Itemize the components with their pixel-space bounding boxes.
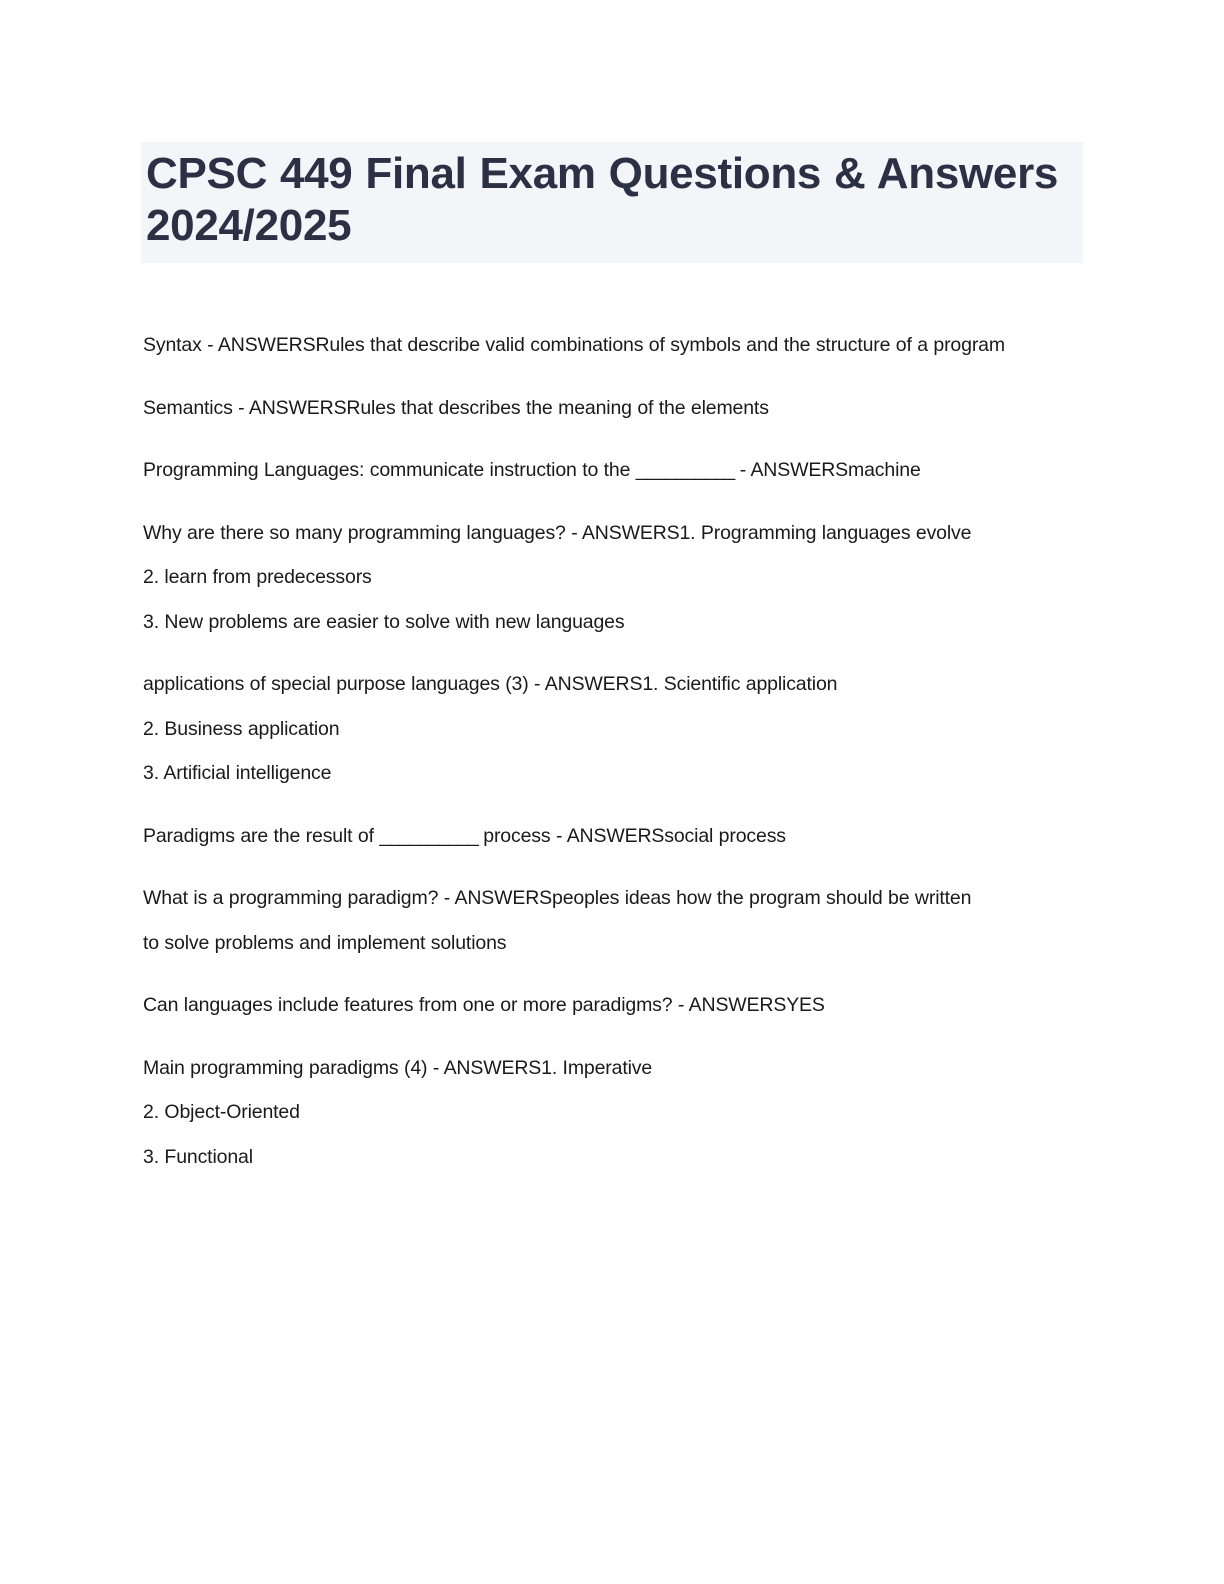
qa-continuation-line: 2. learn from predecessors (143, 566, 372, 588)
qa-primary-line: Programming Languages: communicate instruction to the __________ - ANSWERSmachine (143, 459, 921, 481)
qa-block (143, 824, 1043, 847)
qa-block (143, 336, 1043, 356)
qa-block (143, 461, 1043, 481)
document-body (143, 336, 1043, 1167)
qa-continuation-line: 3. New problems are easier to solve with new languages (143, 610, 625, 633)
qa-block (143, 996, 1043, 1016)
qa-continuation-line: 2. Business application (143, 717, 340, 740)
qa-continuation-line: 2. Object-Oriented (143, 1101, 300, 1123)
qa-primary-line: Syntax - ANSWERSRules that describe valid combinations of symbols and the structure of a program (143, 334, 1005, 356)
qa-block (143, 521, 1043, 633)
qa-block (143, 396, 1043, 419)
qa-continuation-line: 3. Artificial intelligence (143, 762, 332, 784)
page-title: CPSC 449 Final Exam Questions & Answers 2024/2025 (146, 149, 1059, 251)
qa-primary-line: applications of special purpose languages (3) - ANSWERS1. Scientific application (143, 673, 838, 695)
title-banner (141, 142, 1083, 263)
qa-continuation-line: 3. Functional (143, 1145, 253, 1168)
fill-in-blank: __________ (379, 824, 478, 847)
fill-in-blank: __________ (635, 459, 735, 481)
qa-primary-line: Semantics - ANSWERSRules that describes the meaning of the elements (143, 396, 769, 419)
qa-block (143, 675, 1043, 784)
qa-primary-line: Main programming paradigms (4) - ANSWERS1. Imperative (143, 1056, 653, 1079)
qa-primary-line: What is a programming paradigm? - ANSWERSpeoples ideas how the program should be written (143, 887, 972, 909)
qa-block (143, 1056, 1043, 1168)
qa-block (143, 889, 1043, 953)
qa-primary-line: Paradigms are the result of __________ process - ANSWERSsocial process (143, 824, 786, 847)
qa-continuation-line: to solve problems and implement solutions (143, 931, 507, 954)
qa-primary-line: Why are there so many programming languages? - ANSWERS1. Programming languages evolve (143, 521, 972, 544)
qa-primary-line: Can languages include features from one or more paradigms? - ANSWERSYES (143, 994, 825, 1016)
